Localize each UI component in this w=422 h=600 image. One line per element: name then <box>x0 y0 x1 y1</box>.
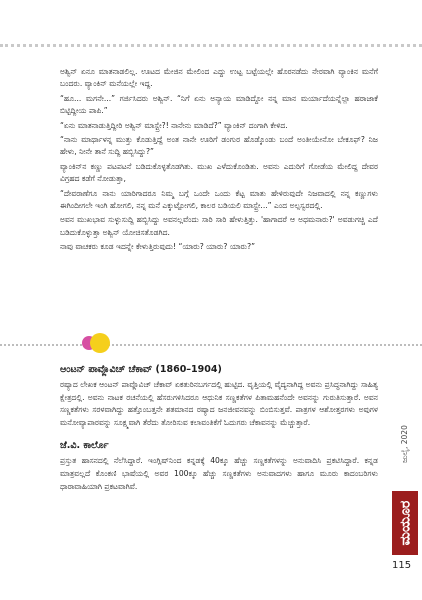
issue-date-text: ಜುಲೈ, 2020 <box>400 425 410 463</box>
magazine-brand-tab <box>392 491 418 555</box>
page-number: 115 <box>392 560 412 571</box>
story-paragraph: ವ್ಯಾಂಕಿನ್‌ನ ಕಣ್ಣು ಪಟಪಟನೆ ಬಡಿದುಕೊಳ್ಳತೊಡಗಿತು. ಮುಖ ಎಳೆದುಕೊಂಡಿತು. ಅವನು ಎದುರಿಗೆ ಗೋಡೆಯ ಮೇಲಿದ್ದ ದೇವರ ವಿಗ್ರಹದ ಕಡೆಗೆ ನೋಡುತ್ತಾ, <box>60 161 378 184</box>
issue-date-label <box>392 402 418 486</box>
section-divider <box>0 344 422 346</box>
story-paragraph: ನಾವು ವಾಚಕರು ಕೂಡ ಇದನ್ನೇ ಕೇಳುತ್ತಿರುವುದು! “ಯಾರು? ಯಾರು? ಯಾರು?” <box>60 242 256 252</box>
story-paragraph: “ನಾನು ಮಾರ್ಥಾಳನ್ನ ಮುತ್ತು ಕೊಡುತ್ತಿದ್ದೆ ಅಂತ ನಾನೇ ಊರಿಗೆ ಡಂಗುರ ಹೊಡ್ಕೊಂಡು ಬಂದೆ ಅಂತೀಯೇನೋ ಬೇಕೂಫ್? ನಿಜ ಹೇಳು, ನೀನೇ ತಾನೆ ಸುದ್ದಿ ಹಬ್ಬಿಸಿದ್ದು?” <box>60 135 378 157</box>
story-paragraph: ಅವನ ಮುಖಭಾವ ಸುಳ್ಳುಸುದ್ದಿ ಹಬ್ಬಿಸಿದ್ದು ಅವನಲ್ಲವೆಂದು ಸಾರಿ ಸಾರಿ ಹೇಳುತ್ತಿತ್ತು. 'ಹಾಗಾದರೆ ಆ ಅಧಮನಾರು?' ಅವಡುಗಚ್ಚಿ ಎದೆ ಬಡಿದುಕೊಳ್ಳುತ್ತಾ ಅಶ್ವಿನ್ ಯೋಚಿಸತೊಡಗಿದ. <box>60 215 378 237</box>
translator-heading: ಜೆ.ವಿ. ಕಾರ್ಲೊ <box>60 440 109 452</box>
magazine-brand-text: ಮಯೂರ <box>397 500 413 546</box>
author-bio-text: ರಷ್ಯಾದ ಲೇಖಕ ಆಂಟನ್ ಪಾವ್ಲೊವಿಚ್ ಚೆಕಾವ್ ಏಕತುರಿನಬರ್ಗದಲ್ಲಿ ಹುಟ್ಟಿದ. ವೃತ್ತಿಯಲ್ಲಿ ವೈದ್ಯನಾಗಿದ್ದ ಅವನು ಪ್ರಸಿದ್ಧನಾಗಿದ್ದು ಸಾಹಿತ್ಯ ಕ್ಷೇತ್ರದಲ್ಲಿ. ಅವನು ನಾಟಕ ರಚನೆಯಲ್ಲಿ ಹೆಸರುಗಳಿಸಿದರೂ ಆಧುನಿಕ ಸಣ್ಣಕತೆಗಳ ಪಿತಾಮಹನೆಂದೇ ಅವನನ್ನು ಗುರುತಿಸುತ್ತಾರೆ. ಅವನ ಸಣ್ಣಕತೆಗಳು ಸರಳವಾಗಿದ್ದು ಹತ್ತೊಂಬತ್ತನೇ ಶತಮಾನದ ರಷ್ಯಾದ ಜನಜೀವನವನ್ನು ಬಿಂಬಿಸುತ್ತವೆ. ಪಾತ್ರಗಳ ಆಶೋತ್ತರಗಳು ಅವುಗಳ ಮನೋವ್ಯಾಪಾರವನ್ನು ಸೂಕ್ಷ್ಮವಾಗಿ ತೆರೆದು ತೋರಿಸುವ ಕಲಾವಂತಿಕೆಗೆ ಓದುಗರು ಚೆಕಾವನನ್ನು ಮೆಚ್ಚುತ್ತಾರೆ. <box>60 380 378 427</box>
top-dotted-rule <box>0 44 422 47</box>
translator-bio-text: ಪ್ರಸ್ತುತ ಹಾಸನದಲ್ಲಿ ನೆಲೆಸಿದ್ದಾರೆ. ಇಂಗ್ಲಿಷ್‌ನಿಂದ ಕನ್ನಡಕ್ಕೆ 40ಕ್ಕೂ ಹೆಚ್ಚು ಸಣ್ಣಕತೆಗಳನ್ನು ಅನುವಾದಿಸಿ ಪ್ರಕಟಿಸಿದ್ದಾರೆ. ಕನ್ನಡ ಮಾತ್ರವಲ್ಲದೆ ಕೊಂಕಣಿ ಭಾಷೆಯಲ್ಲಿ ಅವರ 100ಕ್ಕೂ ಹೆಚ್ಚು ಸಣ್ಣಕತೆಗಳು ಅನುವಾದಗಳು ಹಾಗೂ ಮೂರು ಕಾದಂಬರಿಗಳು ಧಾರಾವಾಹಿಯಾಗಿ ಪ್ರಕಟವಾಗಿವೆ. <box>60 456 378 491</box>
story-paragraph: ಅಶ್ವಿನ್ ಏನೂ ಮಾತನಾಡಲಿಲ್ಲ. ಊಟದ ಮೇಜಿನ ಮೇಲಿಂದ ಎದ್ದು ಉಟ್ಟ ಬಟ್ಟೆಯಲ್ಲೇ ಹೊರನಡೆದು ನೇರವಾಗಿ ವ್ಯಾಂಕಿನ ಮನೆಗೆ ಬಂದರು. ವ್ಯಾಂಕಿನ್ ಮನೆಯಲ್ಲೇ ಇದ್ದ. <box>60 67 378 89</box>
story-paragraph: “ಏನು ಮಾತನಾಡುತ್ತಿದ್ದೀರಿ ಅಶ್ವಿನ್ ಮಾಸ್ಟ್ರೇ?! ನಾನೇನು ಮಾಡಿದೆ?” ವ್ಯಾಂಕಿನ್ ದಂಗಾಗಿ ಕೇಳಿದ. <box>60 120 288 130</box>
story-paragraph: “ಹೂ... ಮಗನೇ...” ಗರ್ಜಿಸಿದರು ಅಶ್ವಿನ್. “ನಿಗೆ ಏನು ಅನ್ಯಾಯ ಮಾಡಿದ್ದೋ ನನ್ನ ಮಾನ ಮರ್ಯಾದೆಯನ್ನೆಲ್ಲಾ ಹರಾಜಾಕೆ ಬಿಟ್ಟಿದ್ದೀಯ ಪಾಪಿ.” <box>60 93 378 116</box>
story-text <box>60 66 378 254</box>
author-heading: ಆಂಟನ್ ಪಾವ್ಲೊವಿಚ್ ಚೆಕಾವ್ (1860–1904) <box>60 364 222 375</box>
decorative-circle-yellow <box>90 333 110 353</box>
bio-section <box>60 363 378 493</box>
story-paragraph: “ದೇವರಾಣೆಗೂ ನಾನು ಯಾರಿಗಾದರೂ ನಿಮ್ಮ ಬಗ್ಗೆ ಒಂದೇ ಒಂದು ಕೆಟ್ಟ ಮಾತು ಹೇಳಿರುವುದೇ ನಿಜವಾದಲ್ಲಿ ನನ್ನ ಕಣ್ಣುಗಳು ಈಗಿಂದೀಗಲೇ ಇಂಗಿ ಹೋಗಲಿ, ನನ್ನ ಮನೆ ಎಕ್ಕುಟ್ಟೋಗಲಿ, ಕಾಲರ ಬಡಿಯಲಿ ಮಾಸ್ಟ್ರೇ...” ಎಂದ ಅಲ್ಪಸ್ವರದಲ್ಲಿ. <box>60 188 378 211</box>
